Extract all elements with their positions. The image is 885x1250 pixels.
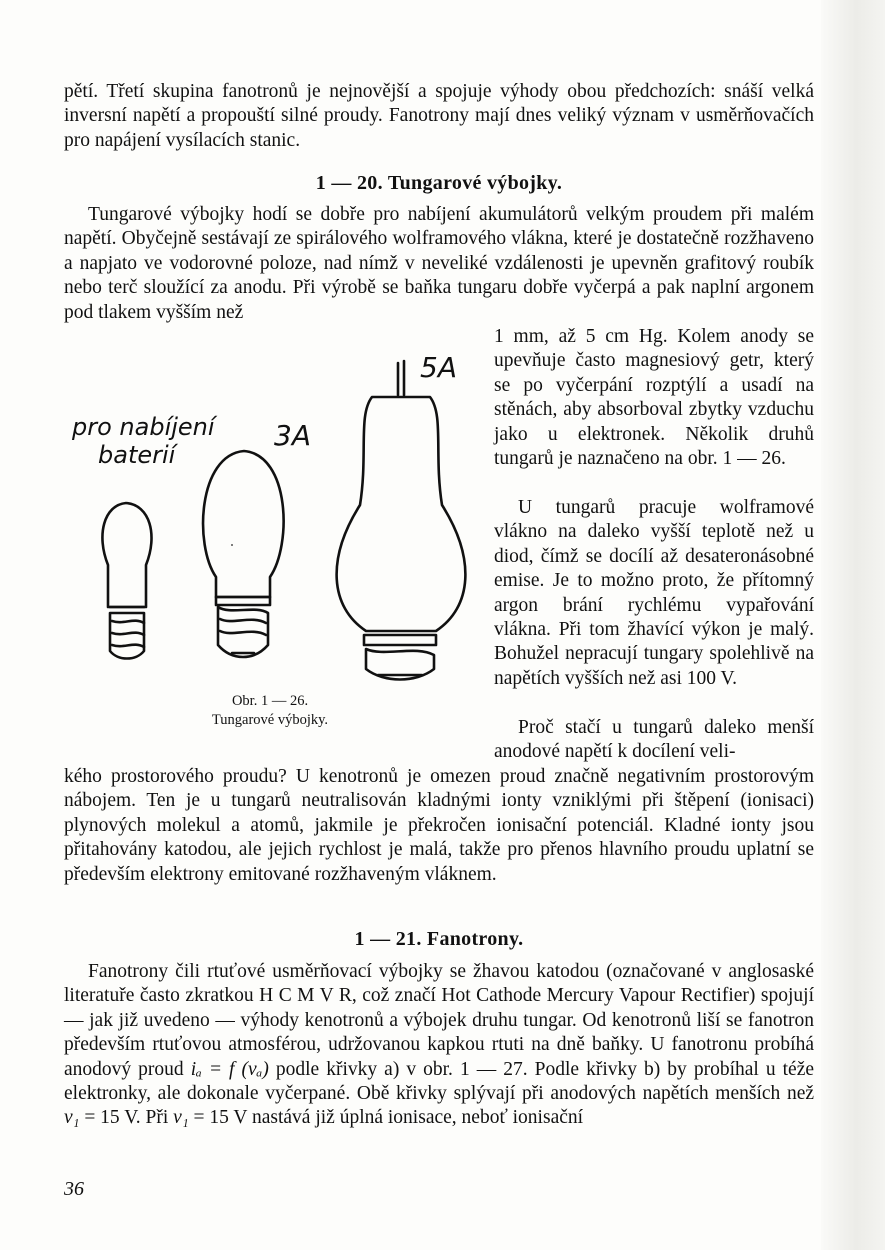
figure-tungar-bulbs: [64, 345, 484, 745]
fanotron-text-part-3: = 15 V. Při: [79, 1107, 174, 1129]
hand-label-charging: [72, 413, 215, 469]
tungar-side-paragraph-1: 1 mm, až 5 cm Hg. Kolem anody se upevňuje často magnesiový getr, který se po vyčerpání rozptýlí a usadí na stěnách, aby absorboval zbytky vzduchu jako u elektronek. Několik druhů tungarů je naznačeno na obr. 1 — 26.: [494, 326, 814, 470]
fanotron-text-part-4: = 15 V nastává již úplná ionisace, neboť ionisační: [188, 1107, 584, 1129]
math-v1-first: v₁: [64, 1107, 80, 1129]
tungar-paragraph-1: Tungarové výbojky hodí se dobře pro nabíjení akumulátorů velkým proudem při malém napětí. Obyčejně sestávají ze spirálového wolframového vlákna, které je dostatečně rozžhaveno a napjato ve vodorovné poloze, nad nímž v neveliké vzdálenosti je upevněn grafitový roubík nebo terč sloužící za anodu. Při výrobě se baňka tungaru dobře vyčerpá a pak naplní argonem pod tlakem vyšším než: [64, 204, 814, 323]
hand-label-3a: 3A: [274, 419, 311, 452]
small-bulb-drawing: [102, 503, 151, 659]
math-function: = f (vₐ): [201, 1058, 269, 1080]
page-number: 36: [64, 1178, 84, 1200]
intro-paragraph: pětí. Třetí skupina fanotronů je nejnovější a spojuje výhody obou předchozích: snáší velká inversní napětí a propouští silné proudy. Fanotrony mají dnes veliký význam v usměrňovačích pro napájení vysílacích stanic.: [64, 81, 814, 151]
page-edge-shadow: [821, 0, 885, 1250]
section-heading-tungar: 1 — 20. Tungarové výbojky.: [315, 172, 563, 194]
tungar-side-paragraph-2: U tungarů pracuje wolframové vlákno na daleko vyšší teplotě než u diod, čímž se docílí až desateronásobné emise. Je to možno proto, že přítomný argon brání rychlému vypařování vlákna. Při tom žhavící výkon je malý. Bohužel nepracují tungary spolehlivě na napětích vyšších než asi 100 V.: [494, 497, 814, 689]
fanotron-paragraph: [64, 960, 814, 1131]
medium-bulb-drawing: [203, 451, 284, 657]
hand-label-line-1: pro nabíjení: [72, 413, 215, 441]
section-heading-fanotron: 1 — 21. Fanotrony.: [354, 928, 524, 950]
hand-label-line-2: baterií: [98, 441, 176, 469]
bulbs-illustration: [64, 345, 484, 685]
tungar-paragraph-continued: kého prostorového proudu? U kenotronů je omezen proud značně negativním prostorovým nábojem. Ten je u tungarů neutralisován kladnými ionty vzniklými při štěpení (ionisaci) plynových molekul a atomů, jakmile je překročen ionisační potenciál. Kladné ionty jsou přitahovány katodou, ale jejich rychlost je malá, takže pro přenos hlavního proudu uplatní se především elektrony emitované rozžhaveným vláknem.: [64, 766, 814, 885]
figure-caption: [150, 692, 390, 730]
math-anode-current: iₐ: [190, 1058, 202, 1080]
math-v1-second: v₁: [173, 1107, 189, 1129]
fanotron-text-part-1: Fanotrony čili rtuťové usměrňovací výbojky se žhavou katodou (označované v anglosaské literatuře často zkratkou H C M V R, což značí Hot Cathode Mercury Vapour Rectifier) spojují — jak již uvedeno — výhody kenotronů a výbojek druhu tungar. Od kenotronů liší se fanotron především rtuťovou atmosférou, udržovanou kapkou rtuti na dně baňky. U fanotronu probíhá anodový proud: [64, 961, 814, 1080]
figure-caption-title: Tungarové výbojky.: [211, 712, 329, 728]
figure-caption-number: Obr. 1 — 26.: [231, 693, 309, 709]
tungar-side-paragraph-3: Proč stačí u tungarů daleko menší anodové napětí k docílení veli-: [494, 717, 814, 763]
hand-label-5a: 5A: [420, 351, 457, 384]
fanotron-text-part-2: podle křivky a) v obr. 1 — 27. Podle křivky b) by probíhal u téže elektronky, ale dokonale vyčerpané. Obě křivky splývají při anodových napětích menších než: [64, 1058, 814, 1105]
large-bulb-drawing: [337, 361, 466, 680]
